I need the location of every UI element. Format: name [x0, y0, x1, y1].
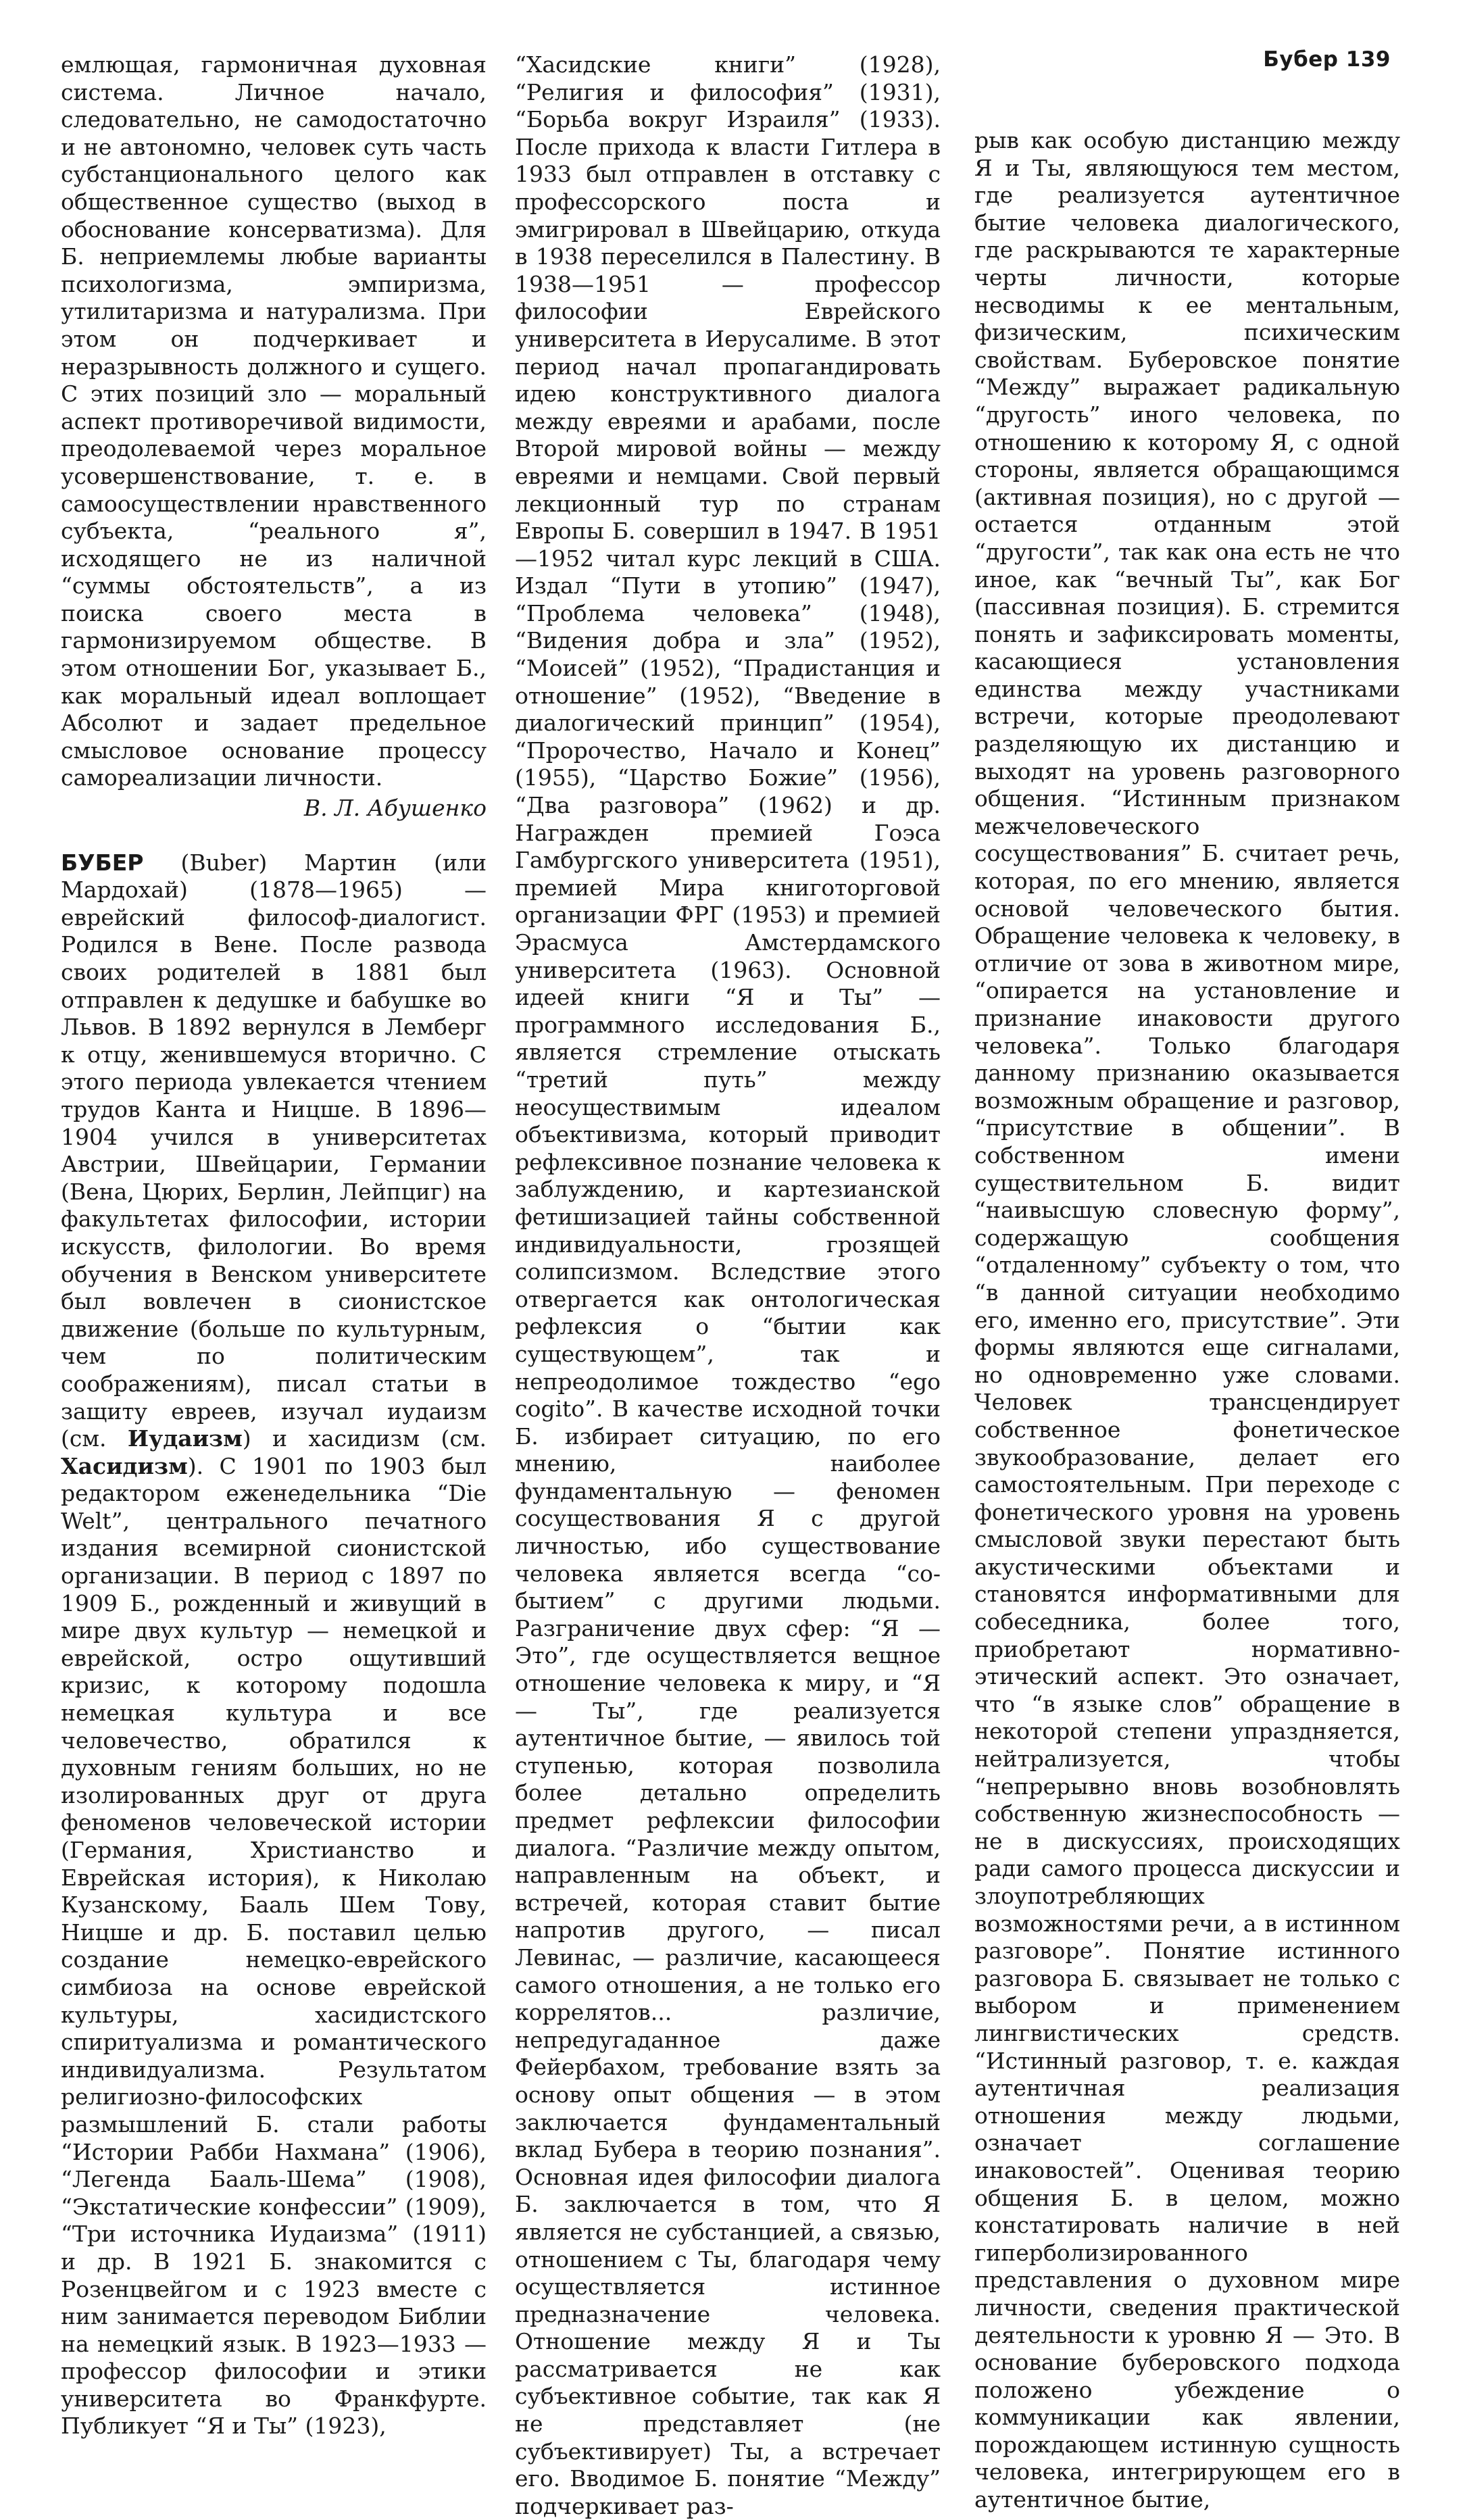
author-signature: В. Л. Абушенко	[303, 795, 487, 822]
text-column-middle	[515, 51, 941, 2520]
entry-headword: БУБЕР	[61, 849, 144, 876]
cross-reference-judaism[interactable]: Иудаизм	[127, 1425, 243, 1452]
entry-buber	[61, 849, 487, 2440]
entry-text-part-2: ) и хасидизм (см.	[242, 1425, 487, 1452]
entry-text-part-3: ). С 1901 по 1903 был редактором еженедельника “Die Welt”, центрального печатного издания всемирной сионистской организации. В период с 1897 по 1909 Б., рожденный и живущий в мире двух культур — немецкой и еврейской, остро ощутивший кризис, к которому подошла немецкая культура и все человечество, обратился к духовным гениям больших, но не изолированных друг от друга феноменов человеческой истории (Германия, Христианство и Еврейская история), к Николаю Кузанскому, Бааль Шем Тову, Ницше и др. Б. поставил целью создание немецко-еврейского симбиоза на основе еврейской культуры, хасидистского спиритуализма и романтического индивидуализма. Результатом религиозно-философских размышлений Б. стали работы “Истории Рабби Нахмана” (1906), “Легенда Бааль-Шема” (1908), “Экстатические конфессии” (1909), “Три источника Иудаизма” (1911) и др. В 1921 Б. знакомится с Розенцвейгом и с 1923 вместе с ним занимается переводом Библии на немецкий язык. В 1923—1933 — профессор философии и этики университета во Франкфурте. Публикует “Я и Ты” (1923),	[61, 1452, 487, 2440]
cross-reference-hasidism[interactable]: Хасидизм	[61, 1452, 188, 1479]
text-column-right	[974, 127, 1400, 2514]
text-column-left	[61, 51, 487, 2440]
paragraph-middle: “Хасидские книги” (1928), “Религия и философия” (1931), “Борьба вокруг Израиля” (1933). После прихода к власти Гитлера в 1933 был отправлен в отставку с профессорского поста и эмигрировал в Швейцарию, откуда в 1938 переселился в Палестину. В 1938—1951 — профессор философии Еврейского университета в Иерусалиме. В этот период начал пропагандировать идею конструктивного диалога между евреями и арабами, после Второй мировой войны — между евреями и немцами. Свой первый лекционный тур по странам Европы Б. совершил в 1947. В 1951—1952 читал курс лекций в США. Издал “Пути в утопию” (1947), “Проблема человека” (1948), “Видения добра и зла” (1952), “Моисей” (1952), “Прадистанция и отношение” (1952), “Введение в диалогический принцип” (1954), “Пророчество, Начало и Конец” (1955), “Царство Божие” (1956), “Два разговора” (1962) и др. Награжден премией Гоэса Гамбургского университета (1951), премией Мира книготорговой организации ФРГ (1953) и премией Эрасмуса Амстердамского университета (1963). Основной идеей книги “Я и Ты” — программного исследования Б., является стремление отыскать “третий путь” между неосуществимым идеалом объективизма, который приводит рефлексивное познание человека к заблуждению, и картезианской фетишизацией тайны собственной индивидуальности, грозящей солипсизмом. Вследствие этого отвергается как онтологическая рефлексия о “бытии как существующем”, так и непреодолимое тождество “ego cogito”. В качестве исходной точки Б. избирает ситуацию, по его мнению, наиболее фундаментальную — феномен сосуществования Я с другой личностью, ибо существование человека является всегда “со-бытием” с другими людьми. Разграничение двух сфер: “Я — Это”, где осуществляется вещное отношение человека к миру, и “Я — Ты”, где реализуется аутентичное бытие, — явилось той ступенью, которая позволила более детально определить предмет рефлексии философии диалога. “Различие между опытом, направленным на объект, и встречей, которая ставит бытие напротив другого, — писал Левинас, — различие, касающееся самого отношения, а не только его коррелятов... различие, непредугаданное даже Фейербахом, требование взять за основу опыт общения — в этом заключается фундаментальный вклад Бубера в теорию познания”. Основная идея философии диалога Б. заключается в том, что Я является не субстанцией, а связью, отношением с Ты, благодаря чему осуществляется истинное предназначение человека. Отношение между Я и Ты рассматривается не как субъективное событие, так как Я не представляет (не субъективирует) Ты, а встречает его. Вводимое Б. понятие “Между” подчеркивает раз-	[515, 51, 941, 2519]
paragraph-previous-entry-end: емлющая, гармоничная духовная система. Личное начало, следовательно, не самодостаточно и не автономно, человек суть часть субстанционального целого как общественное существо (выход в обоснование консерватизма). Для Б. неприемлемы любые варианты психологизма, эмпиризма, утилитаризма и натурализма. При этом он подчеркивает и неразрывность должного и сущего. С этих позиций зло — моральный аспект противоречивой видимости, преодолеваемой через моральное усовершенствование, т. е. в самоосуществлении нравственного субъекта, “реального я”, исходящего не из наличной “суммы обстоятельств”, а из поиска своего места в гармонизируемом обществе. В этом отношении Бог, указывает Б., как моральный идеал воплощает Абсолют и задает предельное смысловое основание процессу самореализации личности.	[61, 51, 487, 791]
paragraph-right: рыв как особую дистанцию между Я и Ты, являющуюся тем местом, где реализуется аутентичное бытие человека диалогического, где раскрываются те характерные черты личности, которые несводимы к ее ментальным, физическим, психическим свойствам. Буберовское понятие “Между” выражает радикальную “другость” иного человека, по отношению к которому Я, с одной стороны, является обращающимся (активная позиция), но с другой — остается отданным этой “другости”, так как она есть не что иное, как “вечный Ты”, как Бог (пассивная позиция). Б. стремится понять и зафиксировать моменты, касающиеся установления единства между участниками встречи, которые преодолевают разделяющую их дистанцию и выходят на уровень разговорного общения. “Истинным признаком межчеловеческого сосуществования” Б. считает речь, которая, по его мнению, является основой человеческого бытия. Обращение человека к человеку, в отличие от зова в животном мире, “опирается на установление и признание инаковости другого человека”. Только благодаря данному признанию оказывается возможным обращение и разговор, “присутствие в общении”. В собственном имени существительном Б. видит “наивысшую словесную форму”, содержащую сообщения “отдаленному” субъекту о том, что “в данной ситуации необходимо его, именно его, присутствие”. Эти формы являются еще сигналами, но одновременно уже словами. Человек трансцендирует собственное фонетическое звукообразование, делает его самостоятельным. При переходе с фонетического уровня на уровень смысловой звуки перестают быть акустическими объектами и становятся информативными для собеседника, более того, приобретают нормативно-этический аспект. Это означает, что “в языке слов” обращение в некоторой степени упраздняется, нейтрализуется, чтобы “непрерывно вновь возобновлять собственную жизнеспособность — не в дискуссиях, происходящих ради самого процесса дискуссии и злоупотребляющих возможностями речи, а в истинном разговоре”. Понятие истинного разговора Б. связывает не только с выбором и применением лингвистических средств. “Истинный разговор, т. е. каждая аутентичная реализация отношения между людьми, означает соглашение инаковостей”. Оценивая теорию общения Б. в целом, можно констатировать наличие в ней гиперболизированного представления о духовном мире личности, сведения практической деятельности к уровню Я — Это. В основание буберовского подхода положено убеждение о коммуникации как явлении, порождающем истинную сущность человека, интегрирующем его в аутентичное бытие,	[974, 127, 1400, 2513]
running-header: Бубер 139	[1263, 47, 1391, 72]
entry-text-part-1: (Buber) Мартин (или Мардохай) (1878—1965) — еврейский философ-диалогист. Родился в Вене. После развода своих родителей в 1881 был отправлен к дедушке и бабушке во Львов. В 1892 вернулся в Лемберг к отцу, женившемуся вторично. С этого периода увлекается чтением трудов Канта и Ницше. В 1896—1904 учился в университетах Австрии, Швейцарии, Германии (Вена, Цюрих, Берлин, Лейпциг) на факультетах философии, истории искусств, филологии. Во время обучения в Венском университете был вовлечен в сионистское движение (больше по культурным, чем по политическим соображениям), писал статьи в защиту евреев, изучал иудаизм (см.	[61, 849, 487, 1452]
